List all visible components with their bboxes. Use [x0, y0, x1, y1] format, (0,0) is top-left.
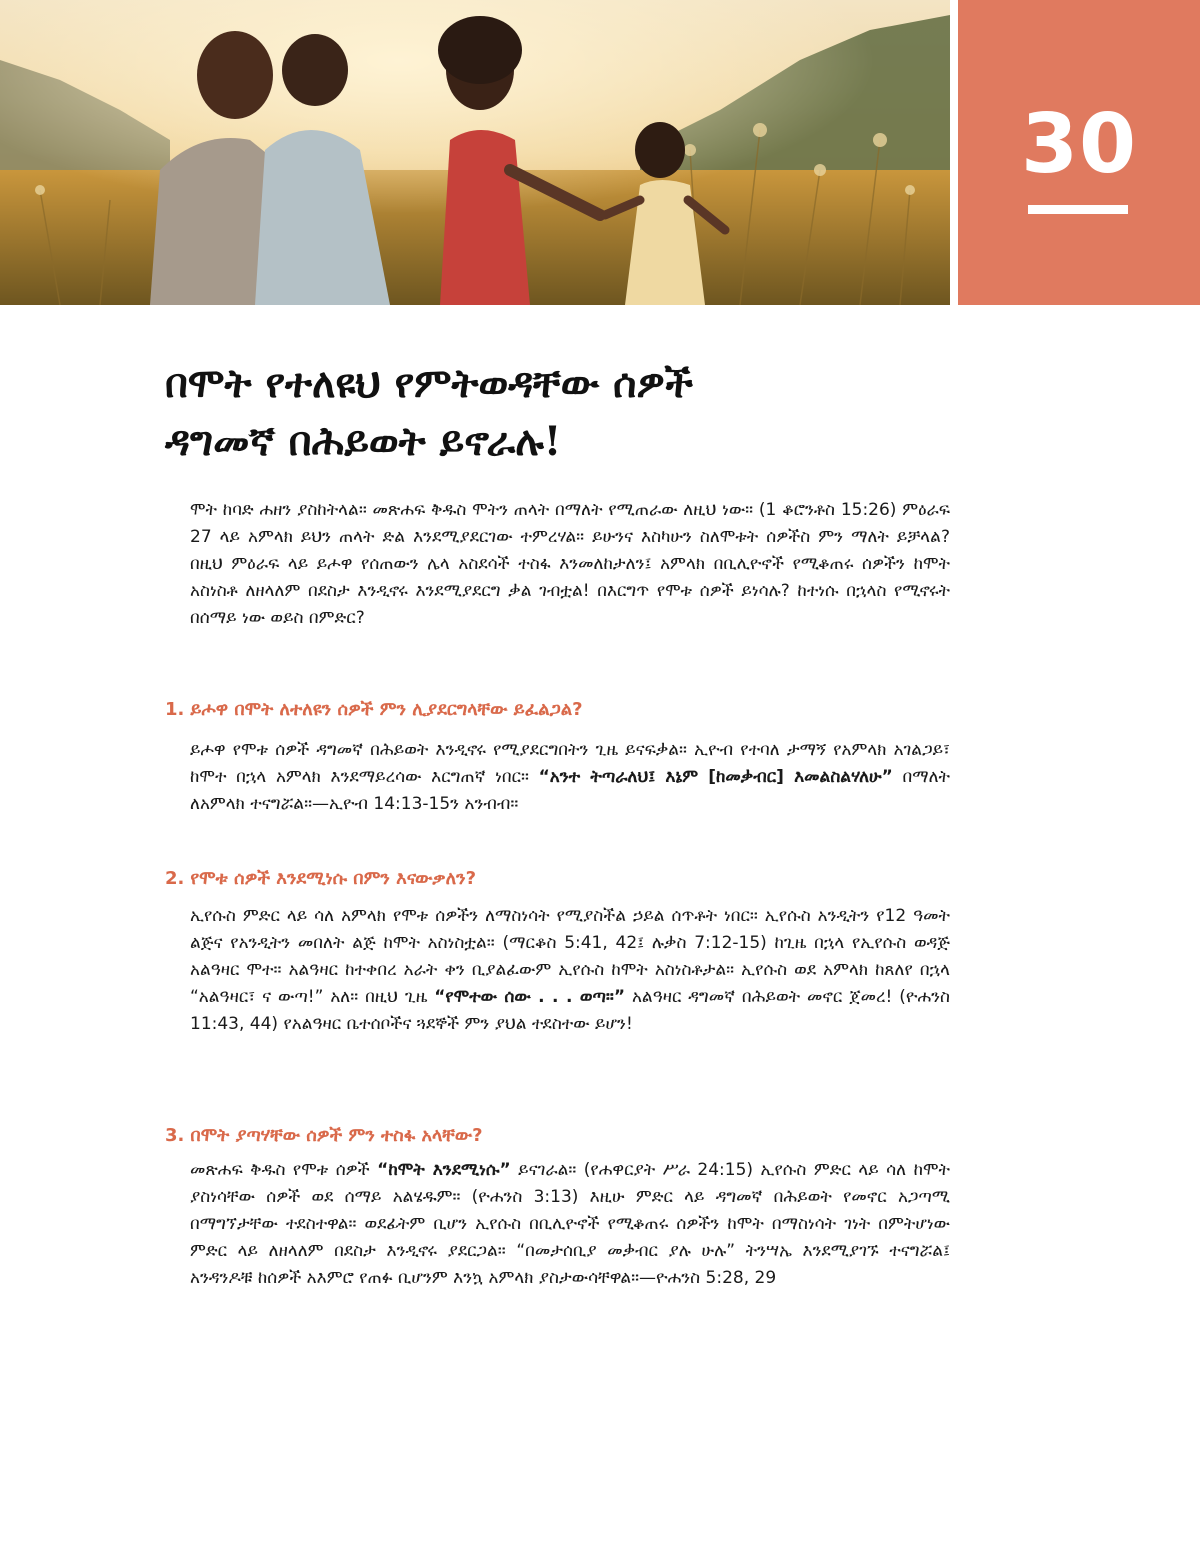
- question-1-text: ይሖዋ በሞት ለተለዩን ሰዎች ምን ሊያደርግላቸው ይፈልጋል?: [190, 699, 583, 720]
- lesson-number: 30: [1020, 97, 1138, 192]
- answer-1: [190, 737, 950, 818]
- answer-3-text-b: ይናገራል። (የሐዋርያት ሥራ 24:15) ኢየሱስ ምድር ላይ ሳለ ከሞት ያስነሳቸው ሰዎች ወደ ሰማይ አልሄዱም። (ዮሐንስ 3:13) እዚሁ ምድር ላይ ዳግመኛ በሕይወት የመኖር አጋጣሚ በማግኘታቸው ተደስተዋል። ወደፊትም ቢሆን ኢየሱስ በቢሊዮኖች የሚቆጠሩ ሰዎችን ከሞት በማስነሳት ገነት በምትሆነው ምድር ላይ ለዘላለም በደስታ እንዲኖሩ ያደርጋል። “በመታሰቢያ መቃብር ያሉ ሁሉ” ትንሣኤ እንደሚያገኙ ተናግሯል፤ አንዳንዶቹ ከሰዎች አእምሮ የጠፉ ቢሆንም እንኳ አምላክ ያስታውሳቸዋል።—ዮሐንስ 5:28, 29: [190, 1160, 950, 1288]
- question-3-number: 3.: [165, 1125, 185, 1146]
- answer-3: [190, 1157, 950, 1292]
- answer-2-text-a: ኢየሱስ ምድር ላይ ሳለ አምላክ የሞቱ ሰዎችን ለማስነሳት የሚያስችል ኃይል ሰጥቶት ነበር። ኢየሱስ አንዲትን የ12 ዓመት ልጅና የአንዲትን መበለት ልጅ ከሞት አስነስቷል። (ማርቆስ 5:41, 42፤ ሉቃስ 7:12-15) ከጊዜ በኋላ የኢየሱስ ወዳጅ አልዓዛር ሞተ። አልዓዛር ከተቀበረ አራት ቀን ቢያልፈውም ኢየሱስ ከሞት አስነስቶታል። ኢየሱስ ወደ አምላክ ከጸለየ በኋላ “አልዓዛር፣ ና ውጣ!” አለ። በዚህ ጊዜ: [190, 906, 950, 1007]
- question-3: [165, 1123, 483, 1149]
- question-2-number: 2.: [165, 868, 185, 889]
- family-in-field-image: [0, 0, 950, 305]
- answer-3-text-a: መጽሐፍ ቅዱስ የሞቱ ሰዎች: [190, 1160, 378, 1180]
- answer-2-quote: “የሞተው ሰው . . . ወጣ።”: [434, 987, 626, 1007]
- answer-1-quote: “አንተ ትጣራለህ፤ እኔም [ከመቃብር] እመልስልሃለሁ”: [538, 767, 893, 787]
- title-line-2: ዳግመኛ በሕይወት ይኖራሉ!: [165, 418, 562, 465]
- lesson-number-box: [958, 0, 1200, 305]
- question-2-text: የሞቱ ሰዎች እንደሚነሱ በምን እናውቃለን?: [190, 868, 477, 889]
- question-1: [165, 697, 583, 723]
- page-title: [165, 355, 1065, 471]
- answer-1-text-a: ይሖዋ የሞቱ ሰዎች ዳግመኛ በሕይወት እንዲኖሩ የሚያደርግበትን ጊዜ ይናፍቃል። ኢዮብ የተባለ ታማኝ የአምላክ አገልጋይ፣ ከሞተ በኋላ አምላክ እንደማይረሳው እርግጠኛ ነበር።: [190, 740, 950, 787]
- question-2: [165, 866, 476, 892]
- answer-1-text-b: በማለት ለአምላክ ተናግሯል።—ኢዮብ 14:13-15ን አንብብ።: [190, 767, 951, 814]
- title-line-1: በሞት የተለዩህ የምትወዳቸው ሰዎች: [165, 360, 694, 407]
- answer-2: [190, 903, 950, 1038]
- lesson-number-underline: [1028, 205, 1128, 214]
- answer-3-quote: “ከሞት እንደሚነሱ”: [377, 1160, 511, 1180]
- question-3-text: በሞት ያጣሃቸው ሰዎች ምን ተስፋ አላቸው?: [190, 1125, 483, 1146]
- question-1-number: 1.: [165, 699, 185, 720]
- intro-paragraph: ሞት ከባድ ሐዘን ያስከትላል። መጽሐፍ ቅዱስ ሞትን ጠላት በማለት የሚጠራው ለዚህ ነው። (1 ቆሮንቶስ 15:26) ምዕራፍ 27 ላይ አምላክ ይህን ጠላት ድል እንደሚያደርገው ተምረሃል። ይሁንና እስካሁን ስለሞቱት ሰዎችስ ምን ማለት ይቻላል? በዚህ ምዕራፍ ላይ ይሖዋ የሰጠውን ሌላ አስደሳች ተስፋ እንመለከታለን፤ አምላክ በቢሊዮኖች የሚቆጠሩ ሰዎችን ከሞት አስነስቶ ለዘላለም በደስታ እንዲኖሩ እንደሚያደርግ ቃል ገብቷል! በእርግጥ የሞቱ ሰዎች ይነሳሉ? ከተነሱ በኋላስ የሚኖሩት በሰማይ ነው ወይስ በምድር?: [190, 500, 950, 628]
- banner-divider: [950, 0, 958, 305]
- answer-2-text-b: አልዓዛር ዳግመኛ በሕይወት መኖር ጀመረ! (ዮሐንስ 11:43, 44) የአልዓዛር ቤተሰቦችና ጓደኞች ምን ያህል ተደስተው ይሆን!: [190, 987, 950, 1034]
- family-photo: [0, 0, 950, 305]
- header-banner: [0, 0, 1200, 305]
